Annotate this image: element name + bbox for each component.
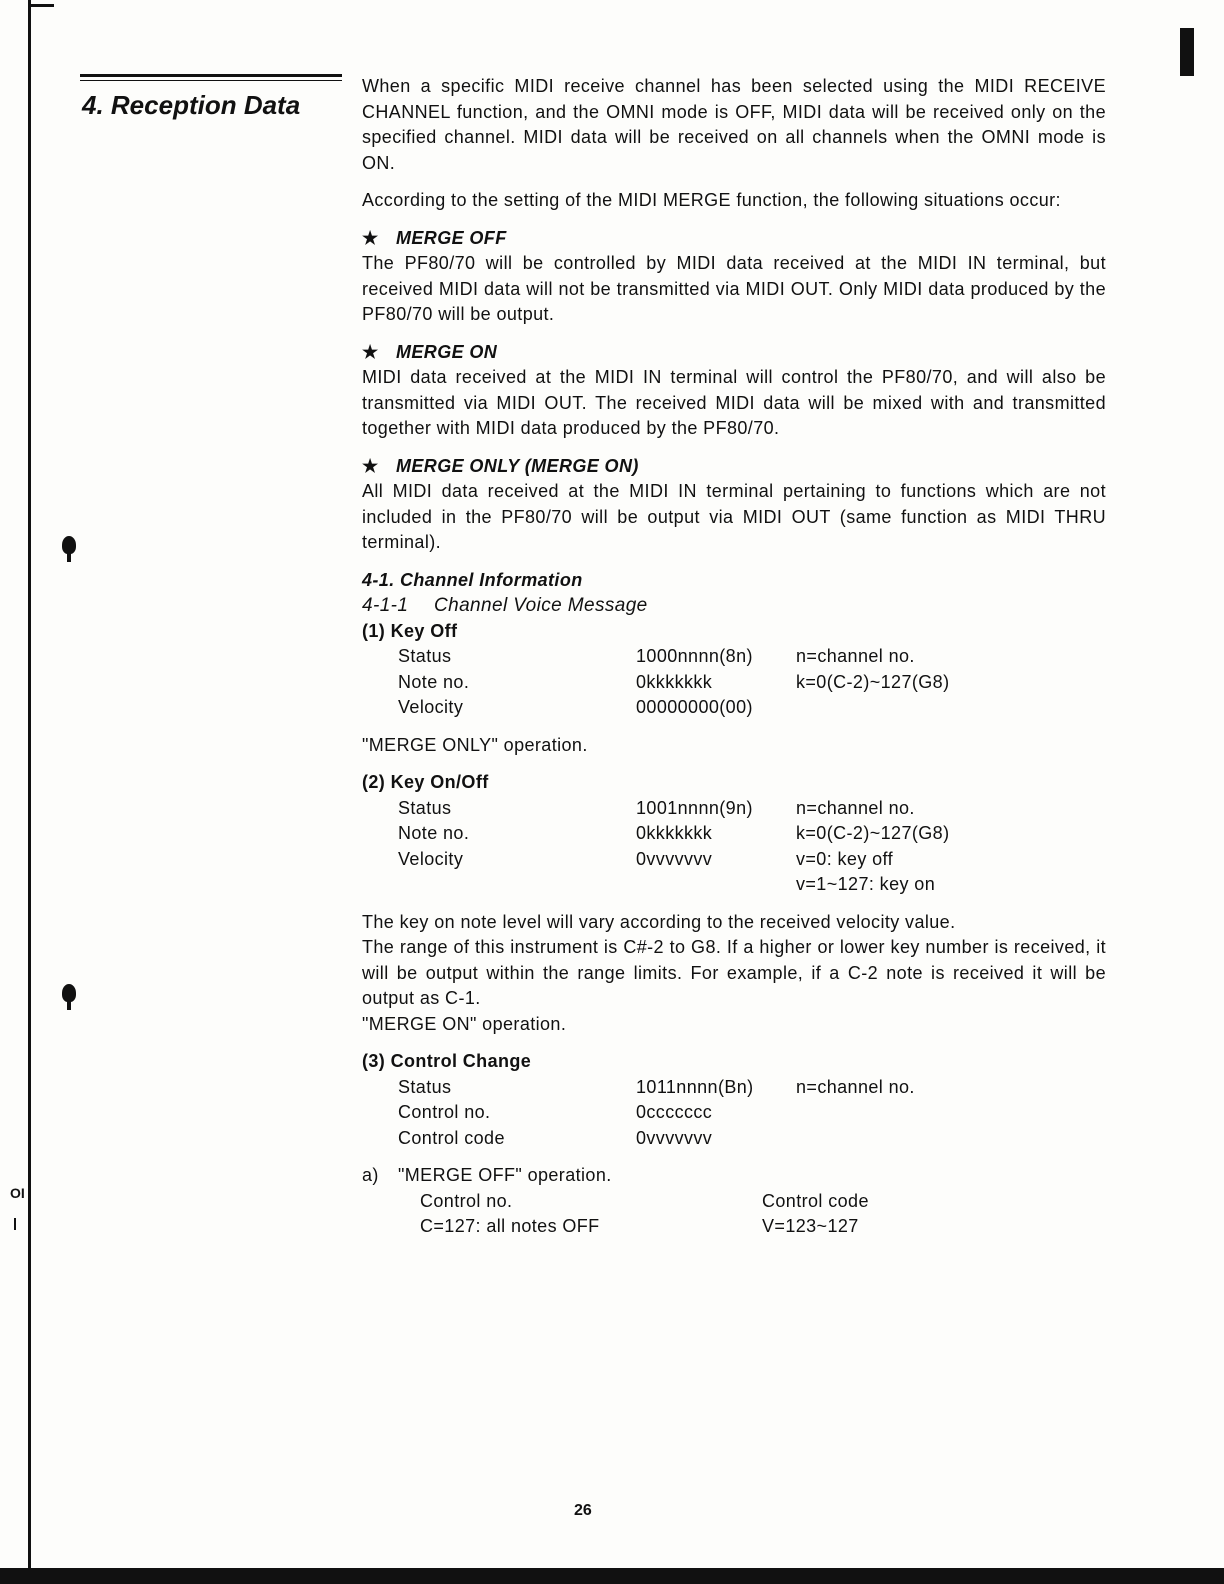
scan-left-edge [28,0,31,1570]
control-code-value: V=123~127 [762,1216,859,1236]
merge-on-text: MIDI data received at the MIDI IN terminal will control the PF80/70, and will also be transmitted via MIDI OUT. The received MIDI data will be mixed with and transmitted together with MIDI data produced by the PF80/70. [362,367,1106,438]
merge-on-heading: ★ MERGE ON [362,340,1106,366]
merge-only-heading: ★ MERGE ONLY (MERGE ON) [362,454,1106,480]
page-number: 26 [574,1502,592,1519]
star-icon: ★ [362,341,379,362]
channel-information-heading: 4-1. Channel Information [362,569,583,590]
scan-margin-mark [1180,28,1194,76]
heading-rule-thin [80,80,342,81]
control-code-table [420,1189,1106,1240]
section-title: 4. Reception Data [82,90,301,120]
key-onoff-note-2: The range of this instrument is C#-2 to G8. If a higher or lower key number is received, it will be output within the range limits. For example, if a C-2 note is received it will be output as C-1. [362,937,1106,1008]
edge-text: OI [10,1185,25,1201]
key-onoff-note-1: The key on note level will vary according to the received velocity value. [362,911,956,932]
edge-tick [14,1218,16,1230]
binder-hole-mark [62,536,76,554]
merge-off-heading: ★ MERGE OFF [362,226,1106,252]
channel-voice-message-heading: 4-1-1 Channel Voice Message [362,595,648,616]
intro-paragraph-1: When a specific MIDI receive channel has been selected using the MIDI RECEIVE CHANNEL function, and the OMNI mode is OFF, MIDI data will be received only on the specified channel. MIDI data will be received on all channels when the OMNI mode is ON. [362,76,1106,173]
key-off-table: Status 1000nnnn(8n) n=channel no. Note no. 0kkkkkkk k=0(C-2)~127(G8) Velocity 00000000(00) [398,646,950,717]
main-content [362,74,1106,1240]
star-icon: ★ [362,455,379,476]
star-icon: ★ [362,227,379,248]
heading-rule [80,74,342,77]
control-code-header: Control code [762,1190,869,1211]
merge-off-text: The PF80/70 will be controlled by MIDI data received at the MIDI IN terminal, but received MIDI data will not be transmitted via MIDI OUT. Only MIDI data produced by the PF80/70 will be output. [362,253,1106,324]
merge-only-text: All MIDI data received at the MIDI IN terminal pertaining to functions which are not included in the PF80/70 will be output via MIDI OUT (same function as MIDI THRU terminal). [362,481,1106,552]
control-no-value: C=127: all notes OFF [420,1216,600,1236]
control-change-heading: (3) Control Change [362,1051,532,1071]
merge-off-operation-item: a) "MERGE OFF" operation. [362,1165,612,1185]
key-off-note: "MERGE ONLY" operation. [362,734,588,755]
key-onoff-note-3: "MERGE ON" operation. [362,1013,567,1034]
key-off-heading: (1) Key Off [362,620,458,641]
intro-paragraph-2: According to the setting of the MIDI MERGE function, the following situations occur: [362,190,1061,210]
control-change-table: Status 1011nnnn(Bn) n=channel no. Control no. 0ccccccc Control code 0vvvvvvv [398,1076,915,1148]
control-no-header: Control no. [420,1190,513,1211]
scan-bottom-edge [0,1568,1224,1584]
key-onoff-heading: (2) Key On/Off [362,772,489,792]
key-onoff-table: Status 1001nnnn(9n) n=channel no. Note no. 0kkkkkkk k=0(C-2)~127(G8) Velocity 0vvvvvvv v=0: key off v=1~127: key on [398,797,950,894]
scan-corner-mark [28,4,54,7]
binder-hole-mark [62,984,76,1002]
